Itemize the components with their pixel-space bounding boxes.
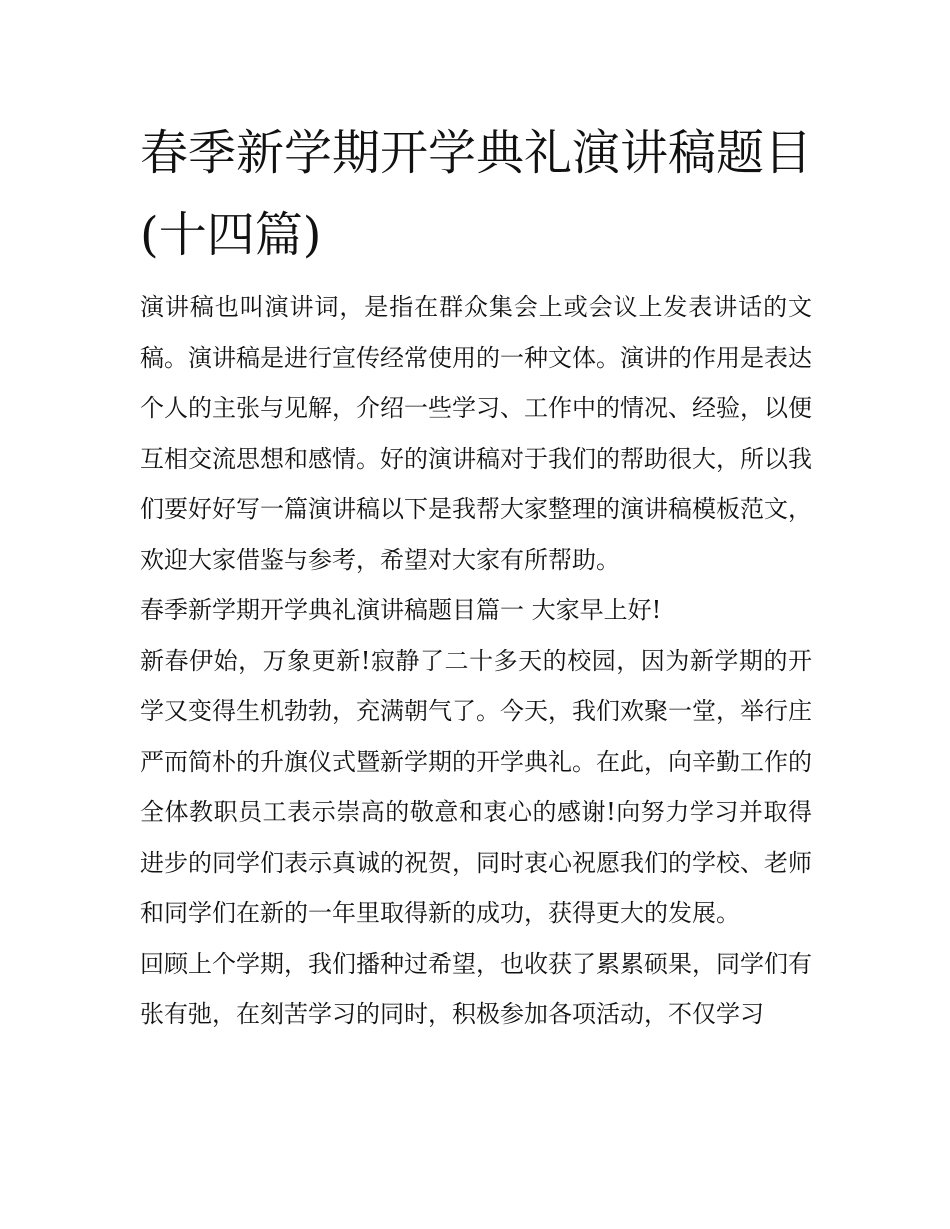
paragraph-body-1: 新春伊始，万象更新!寂静了二十多天的校园，因为新学期的开学又变得生机勃勃，充满朝气了。今天，我们欢聚一堂，举行庄严而简朴的升旗仪式暨新学期的开学典礼。在此，向辛勤工作的全体教职员工表示崇高的敬意和衷心的感谢!向努力学习并取得进步的同学们表示真诚的祝贺，同时衷心祝愿我们的学校、老师和同学们在新的一年里取得新的成功，获得更大的发展。 xyxy=(140,646,812,927)
document-page xyxy=(140,112,812,1040)
paragraph-intro: 演讲稿也叫演讲词，是指在群众集会上或会议上发表讲话的文稿。演讲稿是进行宣传经常使用的一种文体。演讲的作用是表达个人的主张与见解，介绍一些学习、工作中的情况、经验，以便互相交流思想和感情。好的演讲稿对于我们的帮助很大，所以我们要好好写一篇演讲稿以下是我帮大家整理的演讲稿模板范文，欢迎大家借鉴与参考，希望对大家有所帮助。 xyxy=(140,293,812,574)
document-title: 春季新学期开学典礼演讲稿题目(十四篇) xyxy=(140,125,813,263)
paragraph-section-heading: 春季新学期开学典礼演讲稿题目篇一 大家早上好! xyxy=(140,596,662,624)
paragraph-body-2: 回顾上个学期，我们播种过希望，也收获了累累硕果，同学们有张有弛，在刻苦学习的同时，积极参加各项活动，不仅学习 xyxy=(140,949,812,1028)
